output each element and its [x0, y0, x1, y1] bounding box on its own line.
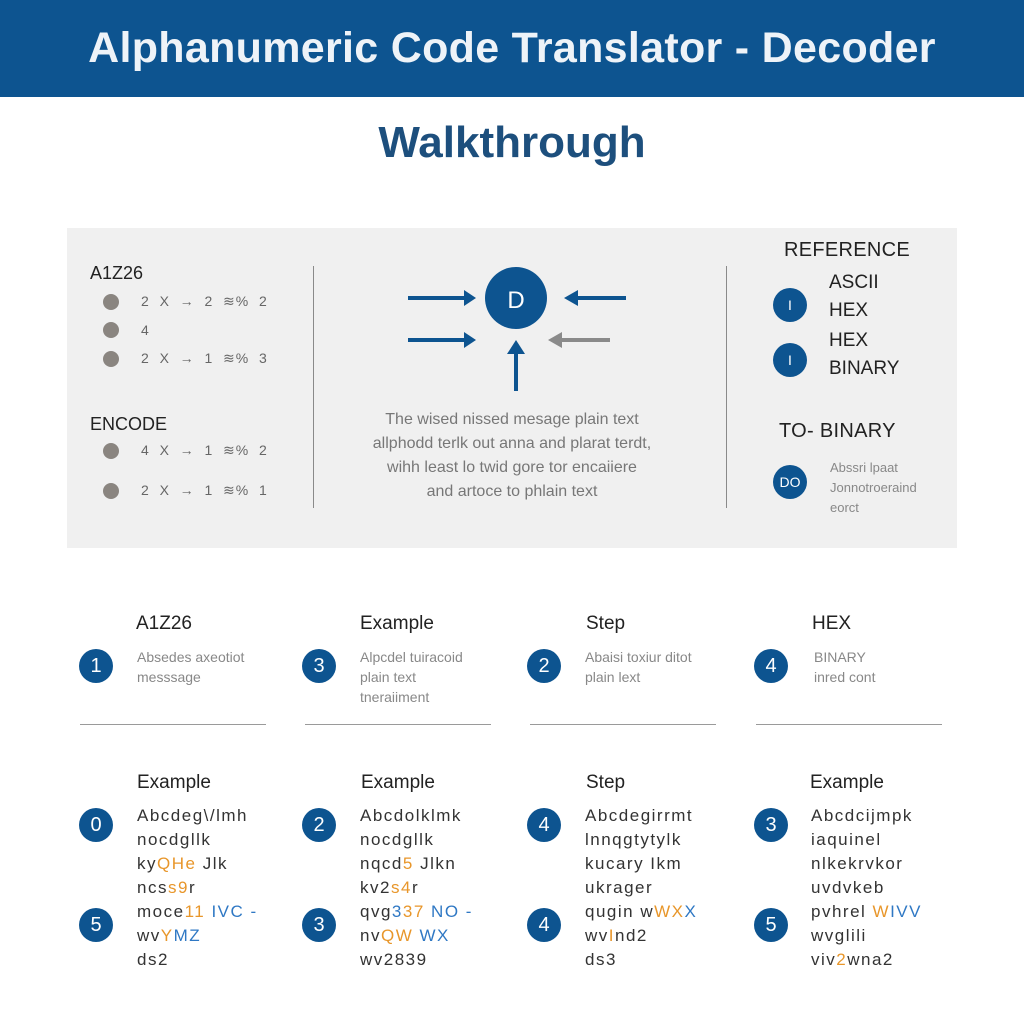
code-segment: IVV [890, 902, 922, 921]
bullet-icon [103, 483, 119, 499]
code-line [360, 924, 473, 948]
code-segment: wvglili [811, 926, 867, 945]
list-item[interactable]: 4 X → 1 ≋% 2 [103, 442, 268, 459]
code-segment: iaquinel [811, 830, 882, 849]
code-line [811, 948, 922, 972]
code-segment: lnnqgtytylk [585, 830, 682, 849]
code-segment: Abcdeg\/lmh [137, 806, 248, 825]
code-example-block [811, 804, 922, 972]
code-segment: Jlk [196, 854, 228, 873]
code-segment: Y [160, 926, 174, 945]
column-divider [305, 724, 491, 725]
bullet-icon [103, 322, 119, 338]
reference-badge: I [773, 343, 807, 377]
code-line [137, 948, 258, 972]
code-segment: s9 [167, 878, 189, 897]
code-example-block [137, 804, 258, 972]
code-segment: ds3 [585, 950, 617, 969]
column-title: HEX [812, 613, 852, 634]
code-segment: X [684, 902, 698, 921]
step-badge[interactable]: 1 [79, 649, 113, 683]
step-badge[interactable]: 4 [527, 808, 561, 842]
step-badge[interactable]: 0 [79, 808, 113, 842]
step-badge[interactable]: 4 [527, 908, 561, 942]
app-title: Alphanumeric Code Translator - Decoder [88, 24, 936, 72]
a1z26-section-title: A1Z26 [90, 263, 144, 283]
code-line [360, 948, 473, 972]
decoder-flow-diagram [400, 266, 640, 396]
code-segment: 11 [184, 902, 206, 921]
code-segment: nd2 [615, 926, 648, 945]
code-segment: ds2 [137, 950, 169, 969]
column-title: Example [810, 772, 884, 793]
code-segment: MZ [173, 926, 202, 945]
code-segment: wv2839 [360, 950, 428, 969]
code-segment: 2 [836, 950, 848, 969]
code-segment: I [608, 926, 616, 945]
to-binary-title: TO- BINARY [779, 420, 896, 442]
code-segment: nv [360, 926, 381, 945]
bullet-icon [103, 351, 119, 367]
code-line [137, 876, 258, 900]
code-segment: wv [585, 926, 609, 945]
code-line [585, 900, 697, 924]
reference-binary[interactable]: BINARY [829, 358, 900, 379]
code-line [585, 876, 697, 900]
column-title: Example [360, 613, 434, 634]
step-badge[interactable]: 3 [302, 649, 336, 683]
code-segment: pvhrel [811, 902, 873, 921]
code-line [360, 804, 473, 828]
bullet-icon [103, 294, 119, 310]
code-segment: Abcdolklmk [360, 806, 462, 825]
code-segment: Abcdcijmpk [811, 806, 913, 825]
code-line [811, 876, 922, 900]
code-segment: IVC - [205, 902, 258, 921]
to-binary-description: Abssri lpaat Jonnotroeraind eorct [830, 460, 917, 515]
code-segment: ncs [137, 878, 168, 897]
list-item[interactable]: 2 X → 1 ≋% 3 [103, 350, 268, 367]
code-segment: QHe [157, 854, 197, 873]
code-segment: Jlkn [413, 854, 457, 873]
column-description: Abaisi toxiur ditot plain lext [585, 649, 692, 685]
code-segment: QW [380, 926, 414, 945]
panel-divider-left [313, 266, 314, 508]
reference-ascii[interactable]: ASCII [829, 272, 879, 293]
code-line [811, 828, 922, 852]
column-divider [80, 724, 266, 725]
app-header [0, 0, 1024, 97]
column-description: BINARY inred cont [814, 649, 876, 685]
reference-hex[interactable]: HEX [829, 300, 869, 321]
code-segment: viv [811, 950, 837, 969]
decoder-description: The wised nissed mesage plain text allphodd terlk out anna and plarat terdt, wihh least lo twid gore tor encaiiere and artoce to phlain text [372, 411, 652, 500]
step-badge[interactable]: 2 [302, 808, 336, 842]
reference-hex[interactable]: HEX [829, 330, 869, 351]
code-segment: qugin w [585, 902, 655, 921]
panel-divider-right [726, 266, 727, 508]
code-segment: moce [137, 902, 185, 921]
code-line [811, 852, 922, 876]
step-badge[interactable]: 4 [754, 649, 788, 683]
code-line [360, 900, 473, 924]
code-line [137, 828, 258, 852]
code-line [360, 828, 473, 852]
step-badge[interactable]: 3 [302, 908, 336, 942]
code-segment: nqcd [360, 854, 403, 873]
code-segment: ky [137, 854, 157, 873]
code-segment: W [872, 902, 891, 921]
column-title: Step [586, 613, 626, 634]
list-item[interactable]: 2 X → 2 ≋% 2 [103, 293, 268, 310]
code-example-block [585, 804, 697, 972]
code-line [137, 852, 258, 876]
arrow-right-icon [408, 332, 476, 348]
arrow-left-icon [564, 290, 626, 306]
code-line [137, 900, 258, 924]
code-segment: 37 [402, 902, 425, 921]
code-example-block [360, 804, 473, 972]
column-title: Step [586, 772, 626, 793]
bullet-icon [103, 443, 119, 459]
code-segment: wv [137, 926, 161, 945]
code-segment: uvdvkeb [811, 878, 885, 897]
code-segment: nocdgllk [137, 830, 212, 849]
step-badge[interactable]: 3 [754, 808, 788, 842]
arrow-up-icon [507, 340, 525, 391]
list-item[interactable]: 4 [103, 322, 150, 338]
code-segment: 5 [402, 854, 414, 873]
to-binary-badge: DO [773, 465, 807, 499]
code-segment: WX [654, 902, 685, 921]
reference-badge: I [773, 288, 807, 322]
code-line [811, 804, 922, 828]
step-badge[interactable]: 5 [754, 908, 788, 942]
code-segment: kucary Ikm [585, 854, 683, 873]
code-line [585, 948, 697, 972]
step-badge[interactable]: 5 [79, 908, 113, 942]
code-line [811, 900, 922, 924]
code-line [585, 924, 697, 948]
code-line [811, 924, 922, 948]
code-segment: wna2 [847, 950, 894, 969]
column-title: A1Z26 [136, 613, 192, 634]
step-badge[interactable]: 2 [527, 649, 561, 683]
code-segment: 3 [391, 902, 403, 921]
code-segment: WX [413, 926, 450, 945]
column-description: Absedes axeotiot messsage [137, 649, 245, 685]
code-segment: r [411, 878, 420, 897]
code-segment: nlkekrvkor [811, 854, 904, 873]
column-divider [756, 724, 942, 725]
reference-title: REFERENCE [784, 239, 911, 261]
column-divider [530, 724, 716, 725]
code-line [360, 852, 473, 876]
code-segment: qvg [360, 902, 392, 921]
column-title: Example [137, 772, 211, 793]
code-segment: ukrager [585, 878, 654, 897]
code-line [585, 804, 697, 828]
arrow-right-icon [408, 290, 476, 306]
code-line [137, 924, 258, 948]
arrow-left-icon [548, 332, 610, 348]
code-line [585, 828, 697, 852]
column-description: Alpcdel tuiracoid plain text tneraiiment [360, 649, 463, 705]
decoder-node-label: D [507, 287, 525, 314]
page-subtitle: Walkthrough [378, 118, 646, 167]
code-segment: r [188, 878, 197, 897]
code-line [360, 876, 473, 900]
encode-section-title: ENCODE [90, 414, 168, 434]
code-line [137, 804, 258, 828]
code-segment: kv2 [360, 878, 391, 897]
code-line [585, 852, 697, 876]
code-segment: Abcdegirrmt [585, 806, 694, 825]
code-segment: s4 [390, 878, 412, 897]
code-segment: nocdgllk [360, 830, 435, 849]
list-item[interactable]: 2 X → 1 ≋% 1 [103, 482, 268, 499]
code-segment: NO - [424, 902, 473, 921]
column-title: Example [361, 772, 435, 793]
